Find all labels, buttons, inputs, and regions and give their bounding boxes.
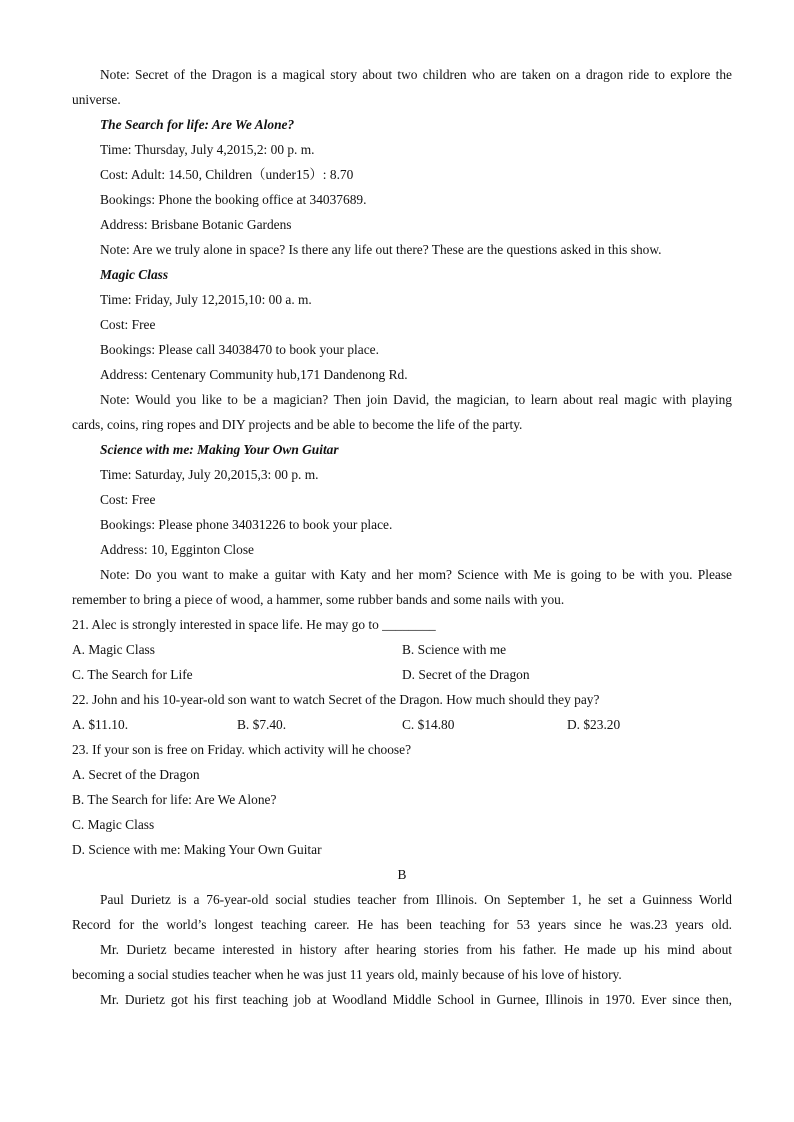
question-21-options-row-2 [72, 662, 732, 687]
option-b: B. Science with me [402, 642, 507, 657]
section-label-b: B [397, 867, 407, 882]
event-title-science-with-me: Science with me: Making Your Own Guitar [100, 442, 339, 457]
paragraph-2-line-1: Mr. Durietz became interested in history after hearing stories from his father. He made up his mind about [100, 942, 732, 957]
paragraph-2-line-2: becoming a social studies teacher when he was just 11 years old, mainly because of his love of history. [72, 967, 622, 982]
question-22-stem: 22. John and his 10-year-old son want to watch Secret of the Dragon. How much should they pay? [72, 692, 600, 707]
event-cost: Cost: Free [100, 317, 156, 332]
event-address: Address: Centenary Community hub,171 Dandenong Rd. [100, 367, 408, 382]
event-note-line-2: remember to bring a piece of wood, a hammer, some rubber bands and some nails with you. [72, 592, 565, 607]
option-d: D. Science with me: Making Your Own Guitar [72, 842, 322, 857]
event-cost: Cost: Free [100, 492, 156, 507]
event-address: Address: Brisbane Botanic Gardens [100, 217, 292, 232]
option-c: C. The Search for Life [72, 667, 193, 682]
paragraph-3-line-1: Mr. Durietz got his first teaching job at Woodland Middle School in Gurnee, Illinois in 1970. Ever since then, [100, 992, 732, 1007]
option-a: A. Secret of the Dragon [72, 767, 200, 782]
event-bookings: Bookings: Please phone 34031226 to book your place. [100, 517, 393, 532]
option-a: A. Magic Class [72, 642, 155, 657]
dragon-note-line-1: Note: Secret of the Dragon is a magical story about two children who are taken on a dragon ride to explore the [100, 67, 732, 82]
option-d: D. $23.20 [567, 717, 621, 732]
event-note-line-1: Note: Do you want to make a guitar with Katy and her mom? Science with Me is going to be with you. Please [100, 567, 732, 582]
event-time: Time: Saturday, July 20,2015,3: 00 p. m. [100, 467, 319, 482]
event-title-magic-class: Magic Class [100, 267, 169, 282]
option-c: C. Magic Class [72, 817, 155, 832]
option-b: B. The Search for life: Are We Alone? [72, 792, 277, 807]
question-21-stem: 21. Alec is strongly interested in space life. He may go to ________ [72, 617, 436, 632]
paragraph-1-line-1: Paul Durietz is a 76-year-old social studies teacher from Illinois. On September 1, he set a Guinness World [100, 892, 732, 907]
paragraph-1-line-2: Record for the world’s longest teaching career. He has been teaching for 53 years since he was.23 years old. [72, 917, 732, 932]
option-c: C. $14.80 [402, 717, 455, 732]
option-b: B. $7.40. [237, 717, 287, 732]
event-cost: Cost: Adult: 14.50, Children（under15）: 8.70 [100, 167, 354, 182]
option-d: D. Secret of the Dragon [402, 667, 530, 682]
question-21-options-row-1 [72, 637, 732, 662]
event-time: Time: Thursday, July 4,2015,2: 00 p. m. [100, 142, 315, 157]
event-title-search-for-life: The Search for life: Are We Alone? [100, 117, 295, 132]
event-note-line-1: Note: Would you like to be a magician? Then join David, the magician, to learn about real magic with playing [100, 392, 732, 407]
event-note: Note: Are we truly alone in space? Is there any life out there? These are the questions asked in this show. [100, 242, 662, 257]
document-page [72, 62, 732, 1012]
event-note-line-2: cards, coins, ring ropes and DIY projects and be able to become the life of the party. [72, 417, 523, 432]
question-23-stem: 23. If your son is free on Friday. which activity will he choose? [72, 742, 412, 757]
event-address: Address: 10, Egginton Close [100, 542, 254, 557]
question-22-options [72, 712, 732, 737]
event-time: Time: Friday, July 12,2015,10: 00 a. m. [100, 292, 312, 307]
event-bookings: Bookings: Phone the booking office at 34037689. [100, 192, 367, 207]
dragon-note-line-2: universe. [72, 92, 121, 107]
option-a: A. $11.10. [72, 717, 129, 732]
event-bookings: Bookings: Please call 34038470 to book your place. [100, 342, 379, 357]
